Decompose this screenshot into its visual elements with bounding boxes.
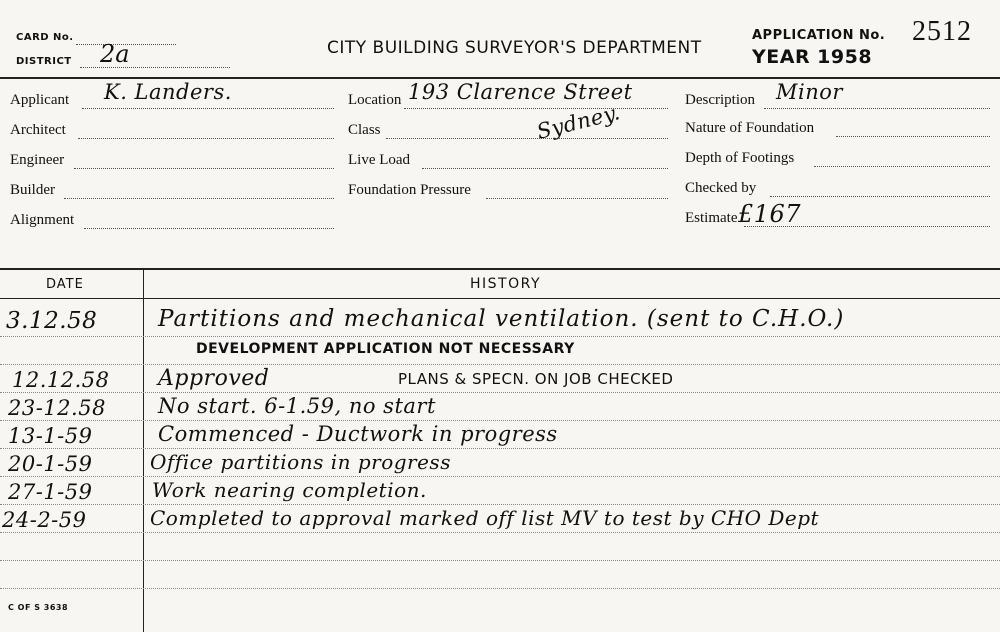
date-column-header: DATE — [46, 277, 84, 292]
history-text: No start. 6-1.59, no start — [158, 394, 436, 418]
location-value-line2: Sydney. — [534, 100, 623, 144]
location-label: Location — [348, 92, 402, 108]
location-value: 193 Clarence Street — [408, 80, 633, 104]
history-stamp: PLANS & SPECN. ON JOB CHECKED — [398, 370, 674, 388]
card-no-label: CARD No. — [16, 32, 74, 43]
estimate-label: Estimate — [685, 210, 738, 226]
history-top-rule — [0, 268, 1000, 270]
application-no-label: APPLICATION No. — [752, 28, 886, 43]
description-value: Minor — [776, 80, 843, 104]
architect-label: Architect — [10, 122, 66, 138]
history-date: 20-1-59 — [8, 452, 93, 476]
history-date: 3.12.58 — [6, 308, 98, 334]
application-no: 2512 — [912, 16, 972, 47]
district-label: DISTRICT — [16, 56, 72, 67]
class-label: Class — [348, 122, 381, 138]
department-title: CITY BUILDING SURVEYOR'S DEPARTMENT — [327, 38, 702, 58]
depth-of-footings-label: Depth of Footings — [685, 150, 795, 166]
history-date: 13-1-59 — [8, 424, 93, 448]
history-date: 27-1-59 — [8, 480, 93, 504]
history-text: Work nearing completion. — [152, 478, 427, 502]
foundation-pressure-label: Foundation Pressure — [348, 182, 471, 198]
history-text: Partitions and mechanical ventilation. (sent to C.H.O.) — [158, 306, 845, 332]
history-text: Completed to approval marked off list MV to test by CHO Dept — [150, 506, 820, 530]
history-text: Commenced - Ductwork in progress — [158, 422, 558, 446]
history-stamp: DEVELOPMENT APPLICATION NOT NECESSARY — [196, 341, 575, 357]
date-column-divider — [143, 268, 144, 632]
history-text: Office partitions in progress — [150, 450, 451, 474]
district-value: 2a — [100, 40, 130, 68]
nature-of-foundation-label: Nature of Foundation — [685, 120, 815, 136]
applicant-label: Applicant — [10, 92, 70, 108]
history-header-rule — [0, 298, 1000, 299]
history-column-header: HISTORY — [470, 276, 541, 292]
history-date: 23-12.58 — [8, 396, 106, 420]
history-text: Approved — [158, 366, 270, 391]
header-divider — [0, 77, 1000, 79]
history-date: 12.12.58 — [12, 368, 110, 392]
estimate-value: £167 — [738, 200, 802, 228]
alignment-label: Alignment — [10, 212, 75, 228]
builder-label: Builder — [10, 182, 55, 198]
year-label: YEAR 1958 — [752, 46, 873, 68]
description-label: Description — [685, 92, 755, 108]
history-date: 24-2-59 — [2, 508, 87, 532]
checked-by-label: Checked by — [685, 180, 757, 196]
form-code: C OF S 3638 — [8, 603, 69, 612]
live-load-label: Live Load — [348, 152, 411, 168]
engineer-label: Engineer — [10, 152, 65, 168]
applicant-value: K. Landers. — [104, 80, 232, 104]
